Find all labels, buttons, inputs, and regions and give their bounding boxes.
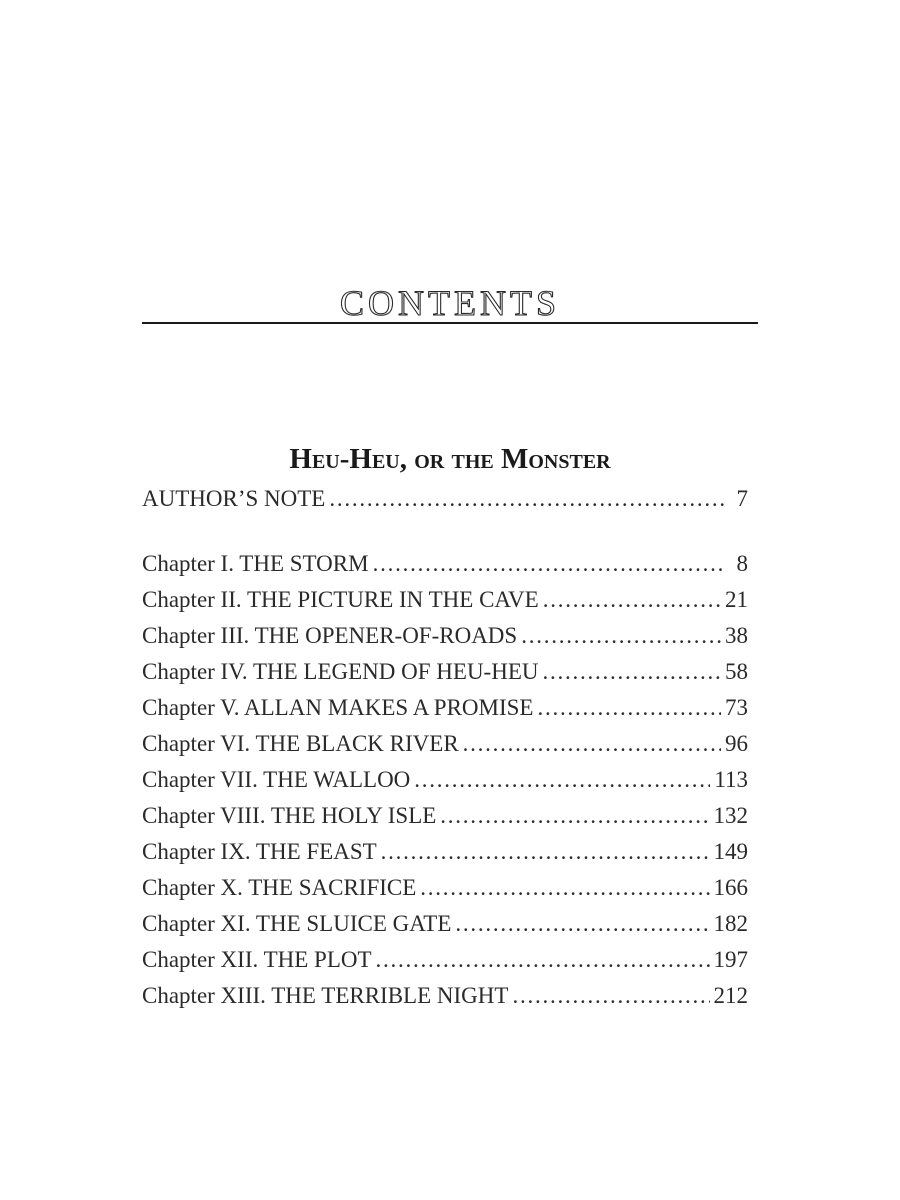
toc-entry-page: 38 xyxy=(725,623,748,648)
toc-entry-chapter-2[interactable] xyxy=(142,582,748,618)
dot-leader xyxy=(463,726,721,762)
book-title-subtitle: Monster xyxy=(500,443,611,476)
toc-entry-chapter-4[interactable] xyxy=(142,654,748,690)
dot-leader xyxy=(440,798,709,834)
toc-entry-label: AUTHOR’S NOTE xyxy=(142,486,326,511)
toc-entry-page: 7 xyxy=(736,486,748,511)
toc-entry-page: 113 xyxy=(714,767,748,792)
page-title: CONTENTS xyxy=(340,283,560,324)
toc-entry-chapter-9[interactable] xyxy=(142,834,748,870)
dot-leader xyxy=(376,942,710,978)
toc-entry-page: 8 xyxy=(736,551,748,576)
chapter-list xyxy=(142,546,748,1014)
author-note-section xyxy=(142,481,748,517)
toc-entry-label: Chapter I. THE STORM xyxy=(142,551,369,576)
dot-leader xyxy=(381,834,710,870)
toc-entry-chapter-5[interactable] xyxy=(142,690,748,726)
toc-entry-label: Chapter XI. THE SLUICE GATE xyxy=(142,911,452,936)
dot-leader xyxy=(414,762,710,798)
toc-entry-label: Chapter VIII. THE HOLY ISLE xyxy=(142,803,437,828)
dot-leader xyxy=(537,690,721,726)
toc-entry-author-note[interactable] xyxy=(142,481,748,517)
toc-entry-page: 166 xyxy=(713,875,748,900)
toc-entry-label: Chapter X. THE SACRIFICE xyxy=(142,875,417,900)
toc-entry-page: 132 xyxy=(713,803,748,828)
dot-leader xyxy=(521,618,721,654)
toc-entry-chapter-6[interactable] xyxy=(142,726,748,762)
toc-entry-page: 212 xyxy=(713,983,748,1008)
toc-entry-page: 197 xyxy=(713,947,748,972)
dot-leader xyxy=(543,582,721,618)
title-divider xyxy=(142,322,758,324)
dot-leader xyxy=(329,481,726,517)
toc-entry-label: Chapter VII. THE WALLOO xyxy=(142,767,411,792)
toc-entry-page: 149 xyxy=(713,839,748,864)
toc-entry-page: 182 xyxy=(713,911,748,936)
toc-entry-label: Chapter XIII. THE TERRIBLE NIGHT xyxy=(142,983,509,1008)
toc-entry-page: 73 xyxy=(725,695,748,720)
toc-entry-page: 96 xyxy=(725,731,748,756)
toc-entry-label: Chapter III. THE OPENER-OF-ROADS xyxy=(142,623,518,648)
toc-entry-label: Chapter II. THE PICTURE IN THE CAVE xyxy=(142,587,539,612)
dot-leader xyxy=(420,870,709,906)
toc-entry-chapter-13[interactable] xyxy=(142,978,748,1014)
toc-entry-chapter-7[interactable] xyxy=(142,762,748,798)
toc-entry-page: 58 xyxy=(725,659,748,684)
toc-entry-label: Chapter IX. THE FEAST xyxy=(142,839,377,864)
book-title-name: Heu-Heu xyxy=(289,443,400,476)
dot-leader xyxy=(512,978,709,1014)
toc-entry-chapter-8[interactable] xyxy=(142,798,748,834)
toc-entry-chapter-1[interactable] xyxy=(142,546,748,582)
book-title xyxy=(0,443,900,476)
book-title-connector: , or the xyxy=(399,443,501,476)
toc-entry-chapter-11[interactable] xyxy=(142,906,748,942)
dot-leader xyxy=(455,906,709,942)
toc-entry-chapter-12[interactable] xyxy=(142,942,748,978)
dot-leader xyxy=(542,654,721,690)
toc-entry-page: 21 xyxy=(725,587,748,612)
toc-entry-chapter-10[interactable] xyxy=(142,870,748,906)
dot-leader xyxy=(373,546,726,582)
toc-entry-label: Chapter V. ALLAN MAKES A PROMISE xyxy=(142,695,534,720)
toc-entry-chapter-3[interactable] xyxy=(142,618,748,654)
toc-entry-label: Chapter XII. THE PLOT xyxy=(142,947,372,972)
toc-entry-label: Chapter VI. THE BLACK RIVER xyxy=(142,731,459,756)
toc-entry-label: Chapter IV. THE LEGEND OF HEU-HEU xyxy=(142,659,539,684)
